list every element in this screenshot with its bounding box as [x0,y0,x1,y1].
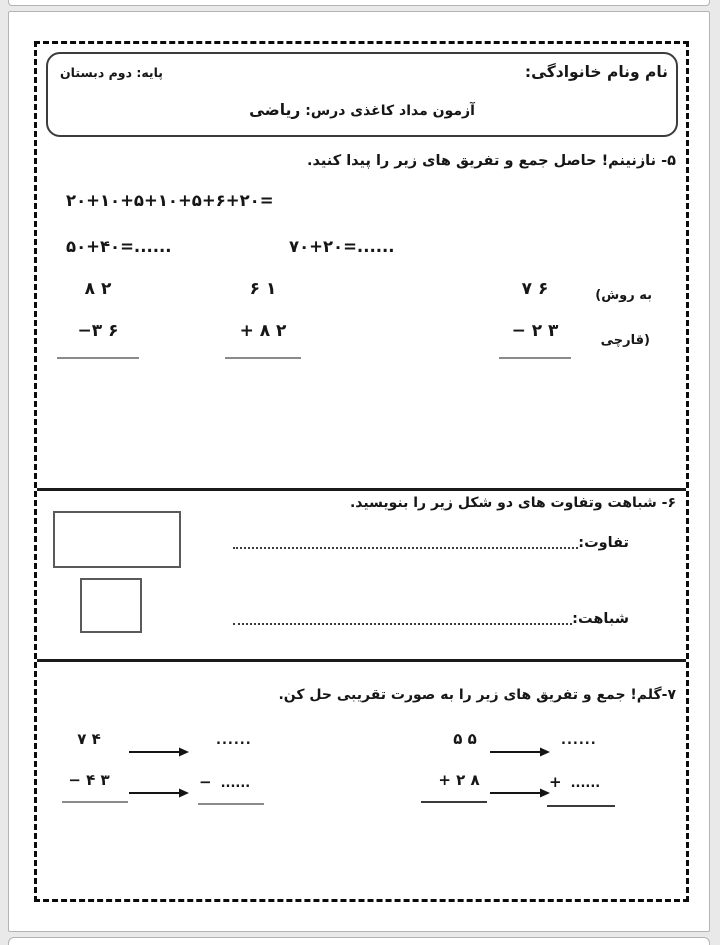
q7-right-bottom-number: + ۲ ۸ [438,771,480,789]
addend: + ۸ ۲ [239,321,287,341]
answer-line [547,805,615,807]
q7-left-top-result-dots: ...... [216,733,252,748]
method-note-line2: قارچی) [600,333,650,348]
big-rectangle-shape [53,511,181,568]
section-divider [37,488,686,491]
next-page-edge [8,937,710,945]
student-name-label: نام ونام خانوادگی: [524,63,668,81]
minuend: ۸ ۲ [84,279,112,299]
similarity-label: شباهت: [572,610,629,627]
minuend: ۷ ۶ [521,279,549,299]
similarity-dotted-line [233,623,572,625]
answer-line [421,801,487,803]
q7-right-top-number: ۵ ۵ [453,730,477,748]
difference-label: تفاوت: [578,534,629,551]
question-6-title: ۶- شباهت وتفاوت های دو شکل زیر را بنویسید. [349,495,676,511]
exam-subject: ریاضی [249,101,301,119]
result-dots: ...... [570,776,601,791]
small-square-shape [80,578,142,633]
q5-equation-right: ۷۰+۲۰=...... [289,237,395,256]
addend: ۶ ۱ [249,279,277,299]
q5-vertical-problem-1 [57,281,139,361]
grade-label: پایه: دوم دبستان [60,65,164,80]
q7-left-bottom-number: − ۴ ۳ [68,771,110,789]
arrow-right-icon [490,787,550,799]
answer-line [62,801,128,803]
q7-left-top-number: ۷ ۴ [77,730,101,748]
q5-vertical-problem-2 [225,281,301,361]
subtrahend: −۳ ۶ [77,321,119,341]
exam-subtitle-text: آزمون مداد کاغذی درس: [300,103,475,119]
q7-left-bottom-result [199,775,250,790]
similarity-answer-row [231,604,629,628]
question-7-title: ۷-گلم! جمع و تفریق های زیر را به صورت تقریبی حل کن. [278,687,676,703]
subtrahend: − ۲ ۳ [511,321,559,341]
plus-operator: + [549,773,562,791]
arrow-right-icon [129,787,189,799]
result-dots: ...... [220,776,251,791]
exam-subtitle [48,101,676,119]
q7-right-top-result-dots: ...... [561,733,597,748]
q5-equation-left: ۵۰+۴۰=...... [66,237,172,256]
q5-vertical-problem-3 [499,281,571,361]
q7-right-bottom-result [549,775,600,790]
q5-long-equation: ۲۰+۱۰+۵+۱۰+۵+۶+۲۰= [66,191,274,210]
arrow-right-icon [490,746,550,758]
difference-answer-row [231,528,629,552]
answer-line [499,357,571,359]
difference-dotted-line [233,547,578,549]
method-note-line1: (به روش [595,288,652,303]
answer-line [198,803,264,805]
previous-page-edge [8,0,710,6]
answer-line [225,357,301,359]
answer-line [57,357,139,359]
question-5-title: ۵- نازنینم! حاصل جمع و تفریق های زیر را پیدا کنید. [307,153,676,169]
arrow-right-icon [129,746,189,758]
worksheet-page [8,11,710,932]
header-box [46,52,678,137]
minus-operator: − [199,773,212,791]
section-divider [37,659,686,662]
